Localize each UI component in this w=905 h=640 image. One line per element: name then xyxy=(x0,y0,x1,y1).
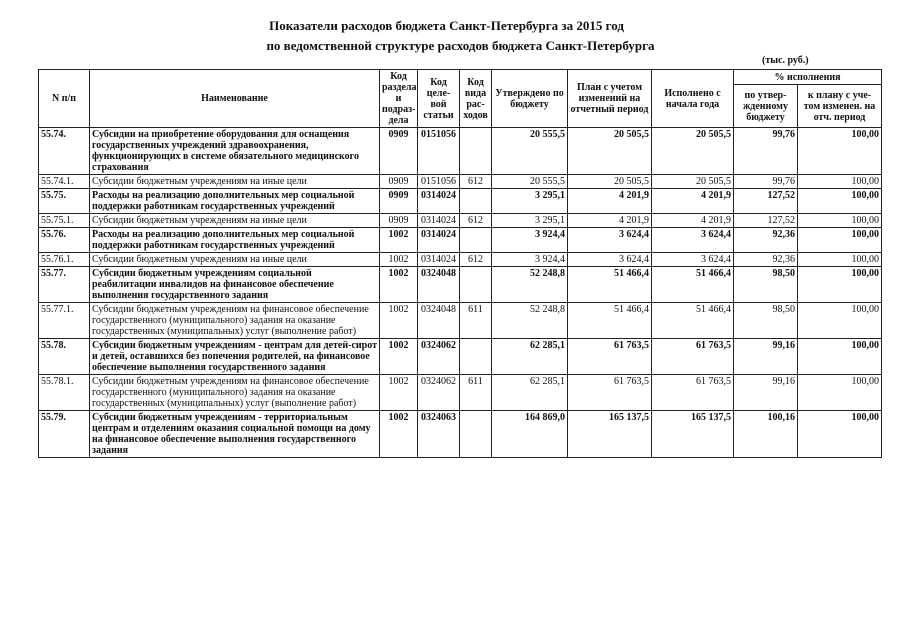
cell-approved: 20 555,5 xyxy=(492,175,568,189)
cell-plan: 61 763,5 xyxy=(568,339,652,375)
cell-article: 0314024 xyxy=(418,214,460,228)
table-row xyxy=(39,128,882,175)
cell-executed: 4 201,9 xyxy=(652,189,734,214)
cell-approved: 3 924,4 xyxy=(492,228,568,253)
cell-section: 0909 xyxy=(380,175,418,189)
table-row xyxy=(39,411,882,458)
cell-article: 0314024 xyxy=(418,228,460,253)
cell-kind xyxy=(460,267,492,303)
cell-pct-plan: 100,00 xyxy=(798,411,882,458)
cell-section: 1002 xyxy=(380,339,418,375)
cell-article: 0314024 xyxy=(418,189,460,214)
cell-name: Субсидии бюджетным учреждениям - центрам для детей-сирот и детей, оставшихся без попечения родителей, на финансовое обеспечение выполнения государственного задания xyxy=(90,339,380,375)
cell-num: 55.74. xyxy=(39,128,90,175)
cell-pct-budget: 99,76 xyxy=(734,128,798,175)
cell-pct-budget: 98,50 xyxy=(734,267,798,303)
cell-pct-budget: 99,76 xyxy=(734,175,798,189)
cell-approved: 52 248,8 xyxy=(492,303,568,339)
cell-num: 55.76. xyxy=(39,228,90,253)
cell-pct-plan: 100,00 xyxy=(798,228,882,253)
units-label: (тыс. руб.) xyxy=(762,55,809,66)
cell-pct-plan: 100,00 xyxy=(798,267,882,303)
cell-plan: 20 505,5 xyxy=(568,128,652,175)
cell-pct-plan: 100,00 xyxy=(798,128,882,175)
cell-approved: 20 555,5 xyxy=(492,128,568,175)
col-plan-header: План с учетом изменений на отчетный период xyxy=(568,70,652,128)
cell-num: 55.79. xyxy=(39,411,90,458)
cell-pct-budget: 100,16 xyxy=(734,411,798,458)
cell-kind xyxy=(460,189,492,214)
cell-pct-budget: 99,16 xyxy=(734,339,798,375)
cell-kind: 612 xyxy=(460,214,492,228)
cell-pct-budget: 127,52 xyxy=(734,214,798,228)
cell-pct-budget: 127,52 xyxy=(734,189,798,214)
cell-name: Субсидии бюджетным учреждениям на иные цели xyxy=(90,253,380,267)
cell-plan: 3 624,4 xyxy=(568,253,652,267)
col-name-header: Наименование xyxy=(90,70,380,128)
table-row xyxy=(39,214,882,228)
cell-approved: 3 295,1 xyxy=(492,189,568,214)
budget-table xyxy=(38,69,882,458)
cell-executed: 3 624,4 xyxy=(652,253,734,267)
col-executed-header: Исполнено с начала года xyxy=(652,70,734,128)
cell-executed: 20 505,5 xyxy=(652,175,734,189)
cell-name: Субсидии бюджетным учреждениям на иные цели xyxy=(90,175,380,189)
cell-pct-plan: 100,00 xyxy=(798,339,882,375)
report-title: Показатели расходов бюджета Санкт-Петербурга за 2015 год xyxy=(269,18,624,33)
cell-article: 0324062 xyxy=(418,339,460,375)
cell-plan: 4 201,9 xyxy=(568,214,652,228)
cell-pct-budget: 99,16 xyxy=(734,375,798,411)
report-subtitle: по ведомственной структуре расходов бюджета Санкт-Петербурга xyxy=(266,38,655,53)
cell-executed: 4 201,9 xyxy=(652,214,734,228)
col-kind-header: Код вида рас-ходов xyxy=(460,70,492,128)
cell-name: Расходы на реализацию дополнительных мер социальной поддержки работникам государственных учреждений xyxy=(90,189,380,214)
table-header xyxy=(39,70,882,128)
cell-executed: 51 466,4 xyxy=(652,267,734,303)
cell-approved: 3 924,4 xyxy=(492,253,568,267)
cell-num: 55.77.1. xyxy=(39,303,90,339)
cell-name: Субсидии бюджетным учреждениям на иные цели xyxy=(90,214,380,228)
cell-approved: 3 295,1 xyxy=(492,214,568,228)
cell-plan: 51 466,4 xyxy=(568,303,652,339)
cell-num: 55.75.1. xyxy=(39,214,90,228)
cell-name: Расходы на реализацию дополнительных мер социальной поддержки работникам государственных учреждений xyxy=(90,228,380,253)
cell-name: Субсидии бюджетным учреждениям на финансовое обеспечение государственного (муниципального) задания на оказание государственных (муниципальных) услуг (выполнение работ) xyxy=(90,375,380,411)
table-row xyxy=(39,175,882,189)
table-body xyxy=(39,128,882,458)
cell-kind: 612 xyxy=(460,175,492,189)
cell-plan: 165 137,5 xyxy=(568,411,652,458)
cell-section: 1002 xyxy=(380,375,418,411)
cell-pct-plan: 100,00 xyxy=(798,253,882,267)
cell-section: 0909 xyxy=(380,214,418,228)
cell-section: 1002 xyxy=(380,411,418,458)
cell-pct-plan: 100,00 xyxy=(798,303,882,339)
table-row xyxy=(39,228,882,253)
cell-executed: 61 763,5 xyxy=(652,375,734,411)
cell-executed: 61 763,5 xyxy=(652,339,734,375)
cell-kind: 611 xyxy=(460,375,492,411)
col-pct-plan-header: к плану с уче-том изменен. на отч. период xyxy=(798,85,882,128)
cell-section: 1002 xyxy=(380,303,418,339)
cell-section: 1002 xyxy=(380,228,418,253)
cell-article: 0324063 xyxy=(418,411,460,458)
cell-section: 0909 xyxy=(380,189,418,214)
cell-executed: 51 466,4 xyxy=(652,303,734,339)
cell-plan: 20 505,5 xyxy=(568,175,652,189)
cell-article: 0324048 xyxy=(418,267,460,303)
col-article-header: Код целе-вой статьи xyxy=(418,70,460,128)
cell-section: 1002 xyxy=(380,253,418,267)
cell-pct-plan: 100,00 xyxy=(798,175,882,189)
cell-pct-plan: 100,00 xyxy=(798,214,882,228)
cell-article: 0324048 xyxy=(418,303,460,339)
cell-article: 0151056 xyxy=(418,175,460,189)
cell-name: Субсидии бюджетным учреждениям на финансовое обеспечение государственного (муниципального) задания на оказание государственных (муниципальных) услуг (выполнение работ) xyxy=(90,303,380,339)
cell-executed: 3 624,4 xyxy=(652,228,734,253)
cell-pct-budget: 92,36 xyxy=(734,253,798,267)
col-num-header: N п/п xyxy=(39,70,90,128)
cell-num: 55.77. xyxy=(39,267,90,303)
cell-name: Субсидии бюджетным учреждениям социальной реабилитации инвалидов на финансовое обеспечение выполнения государственного задания xyxy=(90,267,380,303)
cell-executed: 165 137,5 xyxy=(652,411,734,458)
cell-num: 55.75. xyxy=(39,189,90,214)
col-pct-budget-header: по утвер-жденному бюджету xyxy=(734,85,798,128)
col-percent-header: % исполнения xyxy=(734,70,882,85)
cell-kind xyxy=(460,411,492,458)
cell-pct-budget: 98,50 xyxy=(734,303,798,339)
cell-approved: 52 248,8 xyxy=(492,267,568,303)
cell-pct-budget: 92,36 xyxy=(734,228,798,253)
cell-article: 0151056 xyxy=(418,128,460,175)
cell-section: 1002 xyxy=(380,267,418,303)
cell-kind xyxy=(460,339,492,375)
cell-article: 0314024 xyxy=(418,253,460,267)
col-section-header: Код раздела и подраз-дела xyxy=(380,70,418,128)
cell-kind: 612 xyxy=(460,253,492,267)
cell-kind xyxy=(460,228,492,253)
cell-num: 55.74.1. xyxy=(39,175,90,189)
cell-num: 55.78.1. xyxy=(39,375,90,411)
cell-name: Субсидии бюджетным учреждениям - территориальным центрам и отделениям оказания социальной помощи на дому на финансовое обеспечение выполнения государственного задания xyxy=(90,411,380,458)
cell-plan: 61 763,5 xyxy=(568,375,652,411)
cell-approved: 164 869,0 xyxy=(492,411,568,458)
table-row xyxy=(39,189,882,214)
cell-plan: 4 201,9 xyxy=(568,189,652,214)
cell-pct-plan: 100,00 xyxy=(798,189,882,214)
table-row xyxy=(39,253,882,267)
table-row xyxy=(39,303,882,339)
cell-num: 55.76.1. xyxy=(39,253,90,267)
table-row xyxy=(39,267,882,303)
cell-article: 0324062 xyxy=(418,375,460,411)
cell-name: Субсидии на приобретение оборудования для оснащения государственных учреждений здравоохранения, функционирующих в системе обязательного медицинского страхования xyxy=(90,128,380,175)
cell-approved: 62 285,1 xyxy=(492,375,568,411)
cell-pct-plan: 100,00 xyxy=(798,375,882,411)
cell-approved: 62 285,1 xyxy=(492,339,568,375)
cell-plan: 3 624,4 xyxy=(568,228,652,253)
cell-kind: 611 xyxy=(460,303,492,339)
table-row xyxy=(39,339,882,375)
cell-num: 55.78. xyxy=(39,339,90,375)
cell-executed: 20 505,5 xyxy=(652,128,734,175)
col-approved-header: Утверждено по бюджету xyxy=(492,70,568,128)
table-row xyxy=(39,375,882,411)
cell-kind xyxy=(460,128,492,175)
cell-section: 0909 xyxy=(380,128,418,175)
cell-plan: 51 466,4 xyxy=(568,267,652,303)
